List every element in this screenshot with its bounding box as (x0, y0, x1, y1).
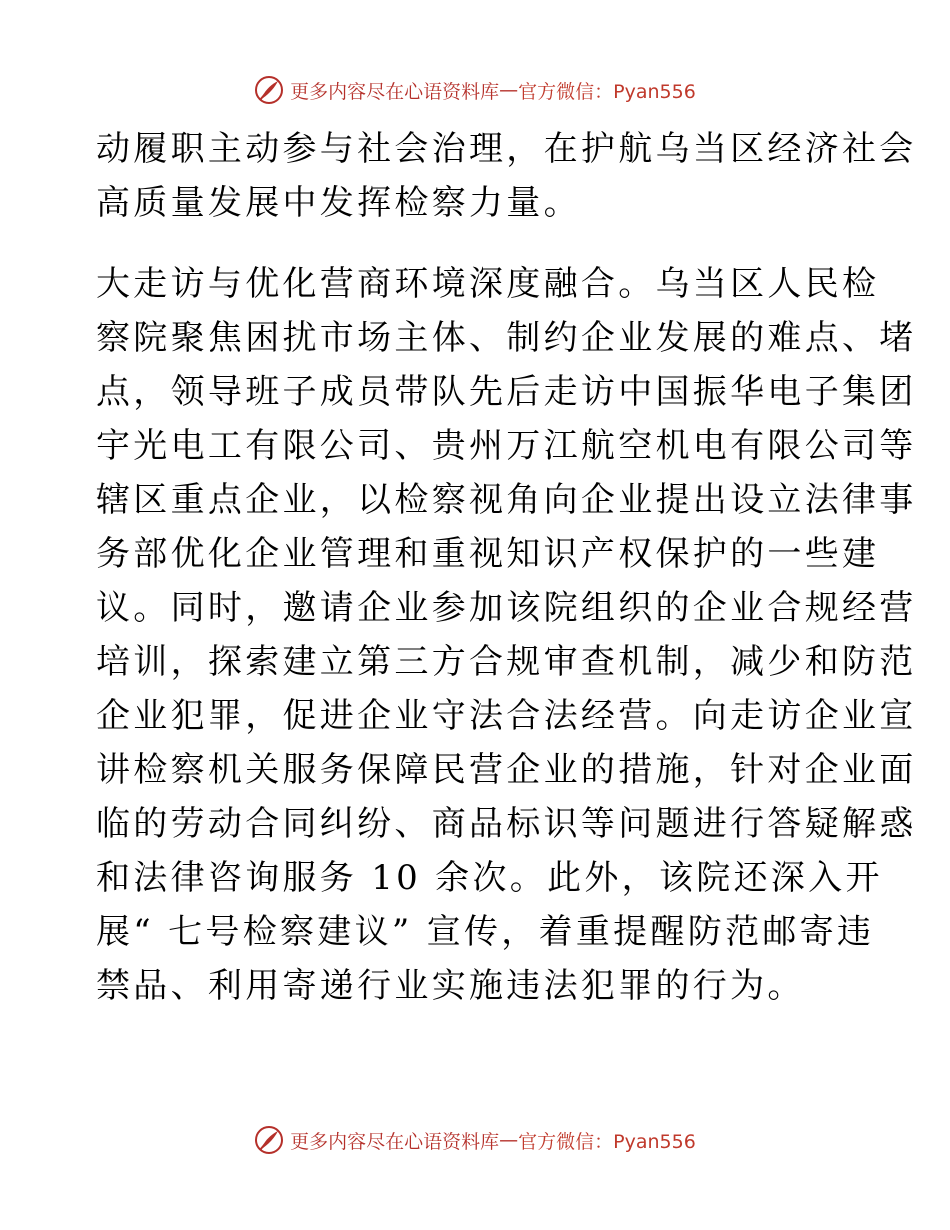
document-body (96, 122, 917, 1013)
watermark-separator: — (499, 79, 519, 101)
text-line: 展“ 七号检察建议” 宣传，着重提醒防范邮寄违 (96, 912, 875, 952)
watermark-main-text: 更多内容尽在心语资料库 (290, 1130, 500, 1153)
text-line: 动履职主动参与社会治理，在护航乌当区经济社会 (96, 129, 917, 169)
text-line: 高质量发展中发挥检察力量。 (96, 183, 581, 223)
watermark-wechat-text: 官方微信：Pyan556 (518, 1130, 696, 1153)
text-line: 讲检察机关服务保障民营企业的措施，针对企业面 (96, 750, 917, 790)
text-line: 培训，探索建立第三方合规审查机制，减少和防范 (96, 642, 917, 682)
footer-watermark (0, 1120, 950, 1160)
text-line: 禁品、利用寄递行业实施违法犯罪的行为。 (96, 966, 805, 1006)
text-line: 察院聚焦困扰市场主体、制约企业发展的难点、堵 (96, 318, 917, 358)
text-line: 和法律咨询服务 10 余次。此外，该院还深入开 (96, 858, 883, 898)
watermark-main-text: 更多内容尽在心语资料库 (290, 80, 500, 103)
paragraph-1 (96, 122, 917, 230)
text-line: 大走访与优化营商环境深度融合。乌当区人民检 (96, 264, 880, 304)
text-line: 务部优化企业管理和重视知识产权保护的一些建 (96, 534, 880, 574)
quill-logo-icon (254, 1125, 284, 1155)
paragraph-2 (96, 257, 917, 1013)
watermark-separator: — (499, 1129, 519, 1151)
text-line: 辖区重点企业，以检察视角向企业提出设立法律事 (96, 480, 917, 520)
text-line: 宇光电工有限公司、贵州万江航空机电有限公司等 (96, 426, 917, 466)
text-line: 点，领导班子成员带队先后走访中国振华电子集团 (96, 372, 917, 412)
header-watermark (0, 70, 950, 110)
text-line: 临的劳动合同纠纷、商品标识等问题进行答疑解惑 (96, 804, 917, 844)
text-line: 企业犯罪，促进企业守法合法经营。向走访企业宣 (96, 696, 917, 736)
watermark-wechat-text: 官方微信：Pyan556 (518, 80, 696, 103)
text-line: 议。同时，邀请企业参加该院组织的企业合规经营 (96, 588, 917, 628)
quill-logo-icon (254, 75, 284, 105)
